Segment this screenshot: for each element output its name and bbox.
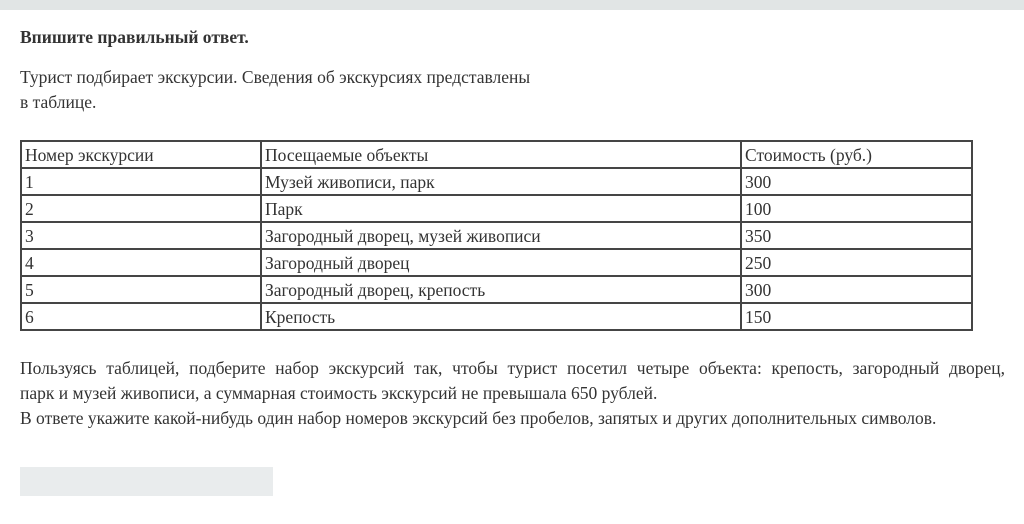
excursion-cost: 300 [741,276,972,303]
column-header-visited-objects: Посещаемые объекты [261,141,741,168]
table-row [21,222,972,249]
excursion-number: 4 [21,249,261,276]
question-line3: В ответе укажите какой-нибудь один набор номеров экскурсий без пробелов, запятых и других дополнительных символов. [20,408,937,428]
excursion-cost: 250 [741,249,972,276]
excursion-objects: Крепость [261,303,741,330]
answer-input[interactable] [20,467,273,496]
excursion-number: 2 [21,195,261,222]
task-intro-text [20,65,640,115]
task-instruction-heading: Впишите правильный ответ. [20,27,249,47]
excursion-objects: Загородный дворец, музей живописи [261,222,741,249]
excursion-number: 3 [21,222,261,249]
excursion-cost: 150 [741,303,972,330]
table-row [21,303,972,330]
excursion-cost: 100 [741,195,972,222]
excursions-table [20,140,973,331]
task-intro-line2: в таблице. [20,92,97,112]
excursion-objects: Загородный дворец, крепость [261,276,741,303]
column-header-cost: Стоимость (руб.) [741,141,972,168]
table-header-row [21,141,972,168]
excursion-objects: Парк [261,195,741,222]
top-bar [0,0,1024,10]
excursion-number: 6 [21,303,261,330]
excursion-number: 1 [21,168,261,195]
task-intro-line1: Турист подбирает экскурсии. Сведения об экскурсиях представлены [20,67,531,87]
table-row [21,168,972,195]
question-text [20,356,1005,431]
excursion-cost: 350 [741,222,972,249]
table-row [21,195,972,222]
table-row [21,276,972,303]
excursion-number: 5 [21,276,261,303]
excursion-objects: Музей живописи, парк [261,168,741,195]
column-header-excursion-number: Номер экскурсии [21,141,261,168]
excursion-objects: Загородный дворец [261,249,741,276]
question-line2: парк и музей живописи, а суммарная стоимость экскурсий не превышала 650 рублей. [20,383,658,403]
table-row [21,249,972,276]
excursion-cost: 300 [741,168,972,195]
question-line1: Пользуясь таблицей, подберите набор экскурсий так, чтобы турист посетил четыре объекта: крепость, загородный дворец, [20,358,1005,378]
